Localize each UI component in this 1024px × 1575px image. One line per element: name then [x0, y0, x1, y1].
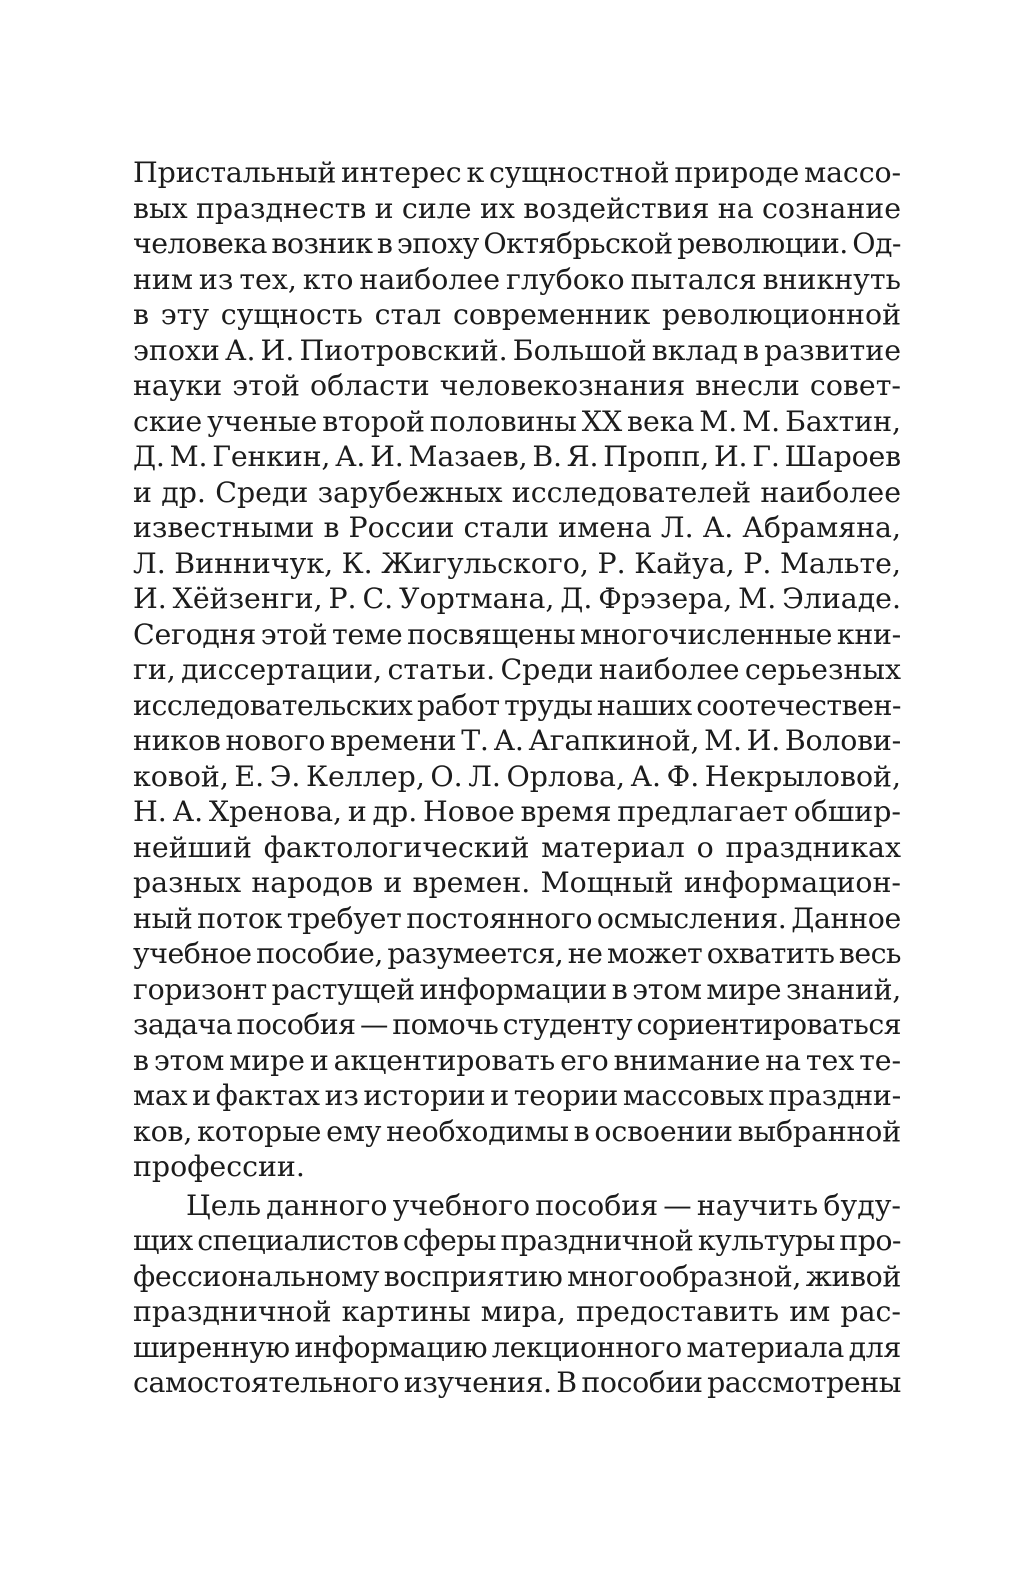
text-line: самостоятельного изучения. В пособии рассмотрены [133, 1366, 901, 1399]
text-line: ги, диссертации, статьи. Среди наиболее серьезных [133, 653, 901, 686]
text-line: исследовательских работ труды наших соотечествен- [133, 688, 901, 722]
text-line: нейший фактологический материал о праздниках [133, 830, 901, 864]
text-line: Н. А. Хренова, и др. Новое время предлагает обшир- [133, 795, 901, 828]
text-line: щих специалистов сферы праздничной культуры про- [133, 1224, 901, 1257]
text-line: И. Хёйзенги, Р. С. Уортмана, Д. Фрэзера, М. Элиаде. [133, 582, 901, 615]
text-line: человека возник в эпоху Октябрьской революции. Од- [133, 227, 901, 260]
text-line: ный поток требует постоянного осмысления. Данное [133, 901, 901, 935]
text-line: мах и фактах из истории и теории массовых праздни- [133, 1079, 901, 1112]
text-line: в эту сущность стал современник революционной [133, 298, 901, 331]
text-line: эпохи А. И. Пиотровский. Большой вклад в развитие [133, 333, 901, 367]
text-line: ковой, Е. Э. Келлер, О. Л. Орлова, А. Ф. Некрыловой, [133, 759, 901, 793]
text-line: и др. Среди зарубежных исследователей наиболее [133, 475, 901, 509]
text-line: ские ученые второй половины ХХ века М. М. Бахтин, [133, 404, 901, 438]
text-line: Л. Винничук, К. Жигульского, Р. Кайуа, Р. Мальте, [133, 546, 901, 580]
text-line: ширенную информацию лекционного материала для [133, 1330, 901, 1364]
text-line: фессиональному восприятию многообразной, живой [133, 1259, 901, 1293]
text-line: горизонт растущей информации в этом мире знаний, [133, 972, 901, 1006]
text-line: вых празднеств и силе их воздействия на сознание [133, 191, 901, 225]
text-line: ников нового времени Т. А. Агапкиной, М. И. Волови- [133, 724, 901, 757]
text-line: в этом мире и акцентировать его внимание на тех те- [133, 1043, 901, 1077]
text-line: профессии. [133, 1150, 305, 1183]
text-line: Сегодня этой теме посвящены многочисленные кни- [133, 617, 901, 651]
text-line: задача пособия — помочь студенту сориентироваться [133, 1008, 901, 1041]
text-line: Пристальный интерес к сущностной природе массо- [133, 156, 901, 189]
text-line: Цель данного учебного пособия — научить буду- [186, 1188, 901, 1222]
paragraph-2 [133, 1188, 901, 1401]
text-line: праздничной картины мира, предоставить им рас- [133, 1295, 901, 1328]
text-line: известными в России стали имена Л. А. Абрамяна, [133, 511, 901, 544]
text-line: ним из тех, кто наиболее глубоко пытался вникнуть [133, 262, 901, 296]
text-line: учебное пособие, разумеется, не может охватить весь [133, 937, 901, 970]
text-line: науки этой области человекознания внесли совет- [133, 369, 901, 402]
text-line: ков, которые ему необходимы в освоении выбранной [133, 1114, 901, 1148]
text-line: Д. М. Генкин, А. И. Мазаев, В. Я. Пропп, И. Г. Шароев [133, 440, 901, 473]
page-text [133, 155, 901, 1401]
text-line: разных народов и времен. Мощный информацион- [133, 866, 901, 899]
paragraph-1 [133, 155, 901, 1185]
